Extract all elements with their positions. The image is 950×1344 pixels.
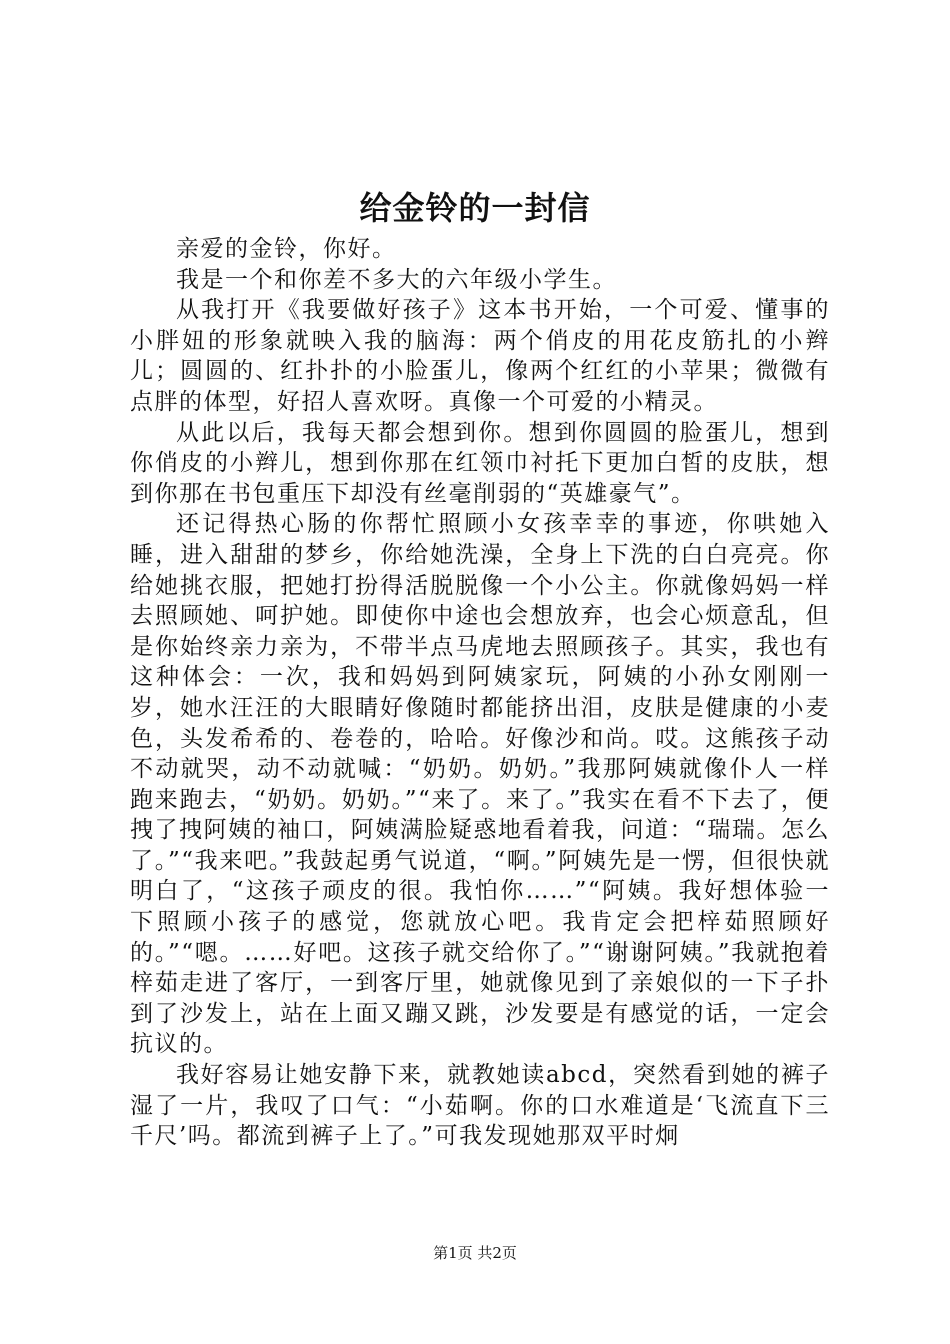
paragraph: 我是一个和你差不多大的六年级小学生。	[176, 266, 617, 293]
document-title: 给金铃的一封信	[359, 189, 591, 227]
paragraph: 亲爱的金铃，你好。	[176, 236, 397, 262]
paragraph: 从我打开《我要做好孩子》这本书开始，一个可爱、懂事的小胖妞的形象就映入我的脑海：两个俏皮的用花皮筋扎的小辫儿；圆圆的、红扑扑的小脸蛋儿，像两个红红的小苹果；微微有点胖的体型，好招人喜欢呀。真像一个可爱的小精灵。	[130, 297, 830, 415]
page-number-footer: 第1页 共2页	[433, 1244, 517, 1262]
document-body	[130, 234, 830, 1152]
paragraph: 从此以后，我每天都会想到你。想到你圆圆的脸蛋儿，想到你俏皮的小辫儿，想到你那在红领巾衬托下更加白皙的皮肤，想到你那在书包重压下却没有丝毫削弱的“英雄豪气”。	[130, 419, 830, 507]
paragraph: 还记得热心肠的你帮忙照顾小女孩幸幸的事迹，你哄她入睡，进入甜甜的梦乡，你给她洗澡，全身上下洗的白白亮亮。你给她挑衣服，把她打扮得活脱脱像一个小公主。你就像妈妈一样去照顾她、呵护她。即使你中途也会想放弃，也会心烦意乱，但是你始终亲力亲为，不带半点马虎地去照顾孩子。其实，我也有这种体会：一次，我和妈妈到阿姨家玩，阿姨的小孙女刚刚一岁，她水汪汪的大眼睛好像随时都能挤出泪，皮肤是健康的小麦色，头发希希的、卷卷的，哈哈。好像沙和尚。哎。这熊孩子动不动就哭，动不动就喊：“奶奶。奶奶。”我那阿姨就像仆人一样跑来跑去，“奶奶。奶奶。”“来了。来了。”我实在看不下去了，便拽了拽阿姨的袖口，阿姨满脸疑惑地看着我，问道：“瑞瑞。怎么了。”“我来吧。”我鼓起勇气说道，“啊。”阿姨先是一愣，但很快就明白了，“这孩子顽皮的很。我怕你……”“阿姨。我好想体验一下照顾小孩子的感觉，您就放心吧。我肯定会把梓茹照顾好的。”“嗯。……好吧。这孩子就交给你了。”“谢谢阿姨。”我就抱着梓茹走进了客厅，一到客厅里，她就像见到了亲娘似的一下子扑到了沙发上，站在上面又蹦又跳，沙发要是有感觉的话，一定会抗议的。	[130, 511, 830, 1058]
paragraph: 我好容易让她安静下来，就教她读abcd，突然看到她的裤子湿了一片，我叹了口气：“小茹啊。你的口水难道是‘飞流直下三千尺’吗。都流到裤子上了。”可我发现她那双平时炯	[130, 1062, 830, 1150]
